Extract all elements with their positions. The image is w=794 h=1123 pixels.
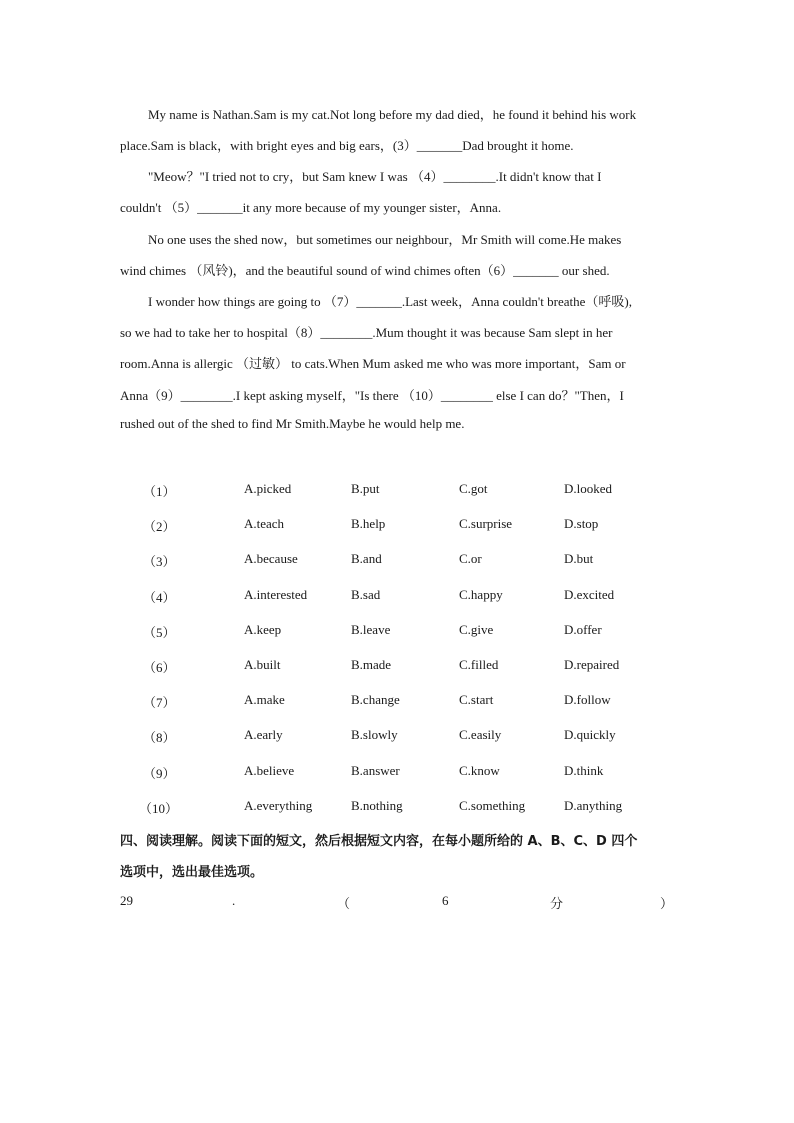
option-row (120, 720, 674, 755)
option-number: （4） (143, 589, 176, 605)
option-d: D.but (564, 551, 594, 567)
option-row (120, 650, 674, 685)
option-b: B.put (351, 481, 380, 496)
option-c: C.happy (459, 586, 503, 602)
option-d: D.repaired (564, 656, 620, 672)
option-row (120, 791, 674, 826)
section-heading-line: 四、阅读理解。阅读下面的短文，然后根据短文内容，在每小题所给的 A、B、C、D 四个 (120, 834, 638, 849)
option-number: （10） (139, 800, 179, 816)
option-a: A.believe (244, 762, 295, 778)
option-b: B.leave (351, 621, 391, 637)
option-c: C.surprise (459, 516, 513, 532)
option-row (120, 474, 674, 509)
option-number: （8） (143, 730, 176, 746)
option-a: A.picked (244, 481, 292, 496)
option-a: A.keep (244, 621, 282, 637)
option-c: C.got (459, 481, 488, 496)
option-number: （6） (143, 659, 176, 675)
option-b: B.nothing (351, 797, 403, 813)
question-header (120, 893, 674, 913)
option-row (120, 756, 674, 791)
option-a: A.early (244, 727, 283, 743)
passage-line: No one uses the shed now，but sometimes our neighbour，Mr Smith will come.He makes (148, 232, 622, 247)
passage-line: Anna（9）________.I kept asking myself，"Is there （10）________ else I can do？"Then，I (120, 388, 624, 403)
option-d: D.follow (564, 692, 611, 708)
option-a: A.make (244, 692, 285, 708)
option-d: D.think (564, 762, 604, 778)
question-points-unit: 分 (550, 896, 564, 911)
option-b: B.and (351, 551, 382, 567)
option-a: A.everything (244, 797, 313, 813)
passage-line: room.Anna is allergic （过敏） to cats.When Mum asked me who was more important，Sam or (120, 356, 626, 371)
question-paren-open: （ (337, 896, 351, 911)
question-number: 29 (120, 893, 133, 908)
option-number: （7） (143, 695, 176, 711)
option-number: （3） (143, 554, 176, 570)
option-c: C.or (459, 551, 482, 567)
passage-line: My name is Nathan.Sam is my cat.Not long before my dad died，he found it behind his work (148, 107, 637, 122)
passage-line: so we had to take her to hospital（8）________.Mum thought it was because Sam slept in her (120, 325, 613, 340)
option-c: C.start (459, 692, 494, 708)
option-d: D.quickly (564, 727, 616, 743)
passage-line: wind chimes （风铃)，and the beautiful sound of wind chimes often（6）_______ our shed. (120, 263, 610, 278)
option-b: B.sad (351, 586, 381, 602)
option-row (120, 509, 674, 544)
option-a: A.because (244, 551, 298, 567)
option-row (120, 685, 674, 720)
passage-line: rushed out of the shed to find Mr Smith.Maybe he would help me. (120, 416, 465, 431)
question-points: 6 (442, 893, 449, 908)
section-heading-line: 选项中，选出最佳选项。 (120, 865, 264, 880)
option-d: D.stop (564, 516, 599, 532)
passage-line: I wonder how things are going to （7）_______.Last week，Anna couldn't breathe（呼吸), (148, 294, 632, 309)
option-d: D.offer (564, 621, 602, 637)
option-row (120, 580, 674, 615)
question-dot: . (232, 893, 236, 908)
section-heading (120, 826, 680, 888)
option-b: B.change (351, 692, 400, 708)
option-c: C.filled (459, 656, 499, 672)
question-paren-close: ） (660, 896, 674, 911)
option-a: A.interested (244, 586, 308, 602)
option-number: （9） (143, 765, 176, 781)
option-c: C.easily (459, 727, 502, 743)
option-row (120, 615, 674, 650)
option-number: （5） (143, 624, 176, 640)
option-c: C.know (459, 762, 500, 778)
option-d: D.anything (564, 797, 623, 813)
option-c: C.something (459, 797, 526, 813)
option-c: C.give (459, 621, 494, 637)
option-b: B.made (351, 656, 392, 672)
option-number: （2） (143, 519, 176, 535)
passage-line: couldn't （5）_______it any more because of my younger sister，Anna. (120, 200, 502, 215)
passage-line: place.Sam is black，with bright eyes and big ears，(3）_______Dad brought it home. (120, 138, 574, 153)
option-b: B.answer (351, 762, 400, 778)
option-d: D.looked (564, 481, 613, 496)
options-table (120, 474, 674, 826)
option-b: B.slowly (351, 727, 398, 743)
option-row (120, 544, 674, 579)
option-a: A.teach (244, 516, 285, 532)
option-b: B.help (351, 516, 386, 532)
option-number: （1） (143, 484, 176, 499)
passage-line: "Meow？"I tried not to cry，but Sam knew I was （4）________.It didn't know that I (148, 169, 602, 184)
option-a: A.built (244, 656, 281, 672)
option-d: D.excited (564, 586, 615, 602)
